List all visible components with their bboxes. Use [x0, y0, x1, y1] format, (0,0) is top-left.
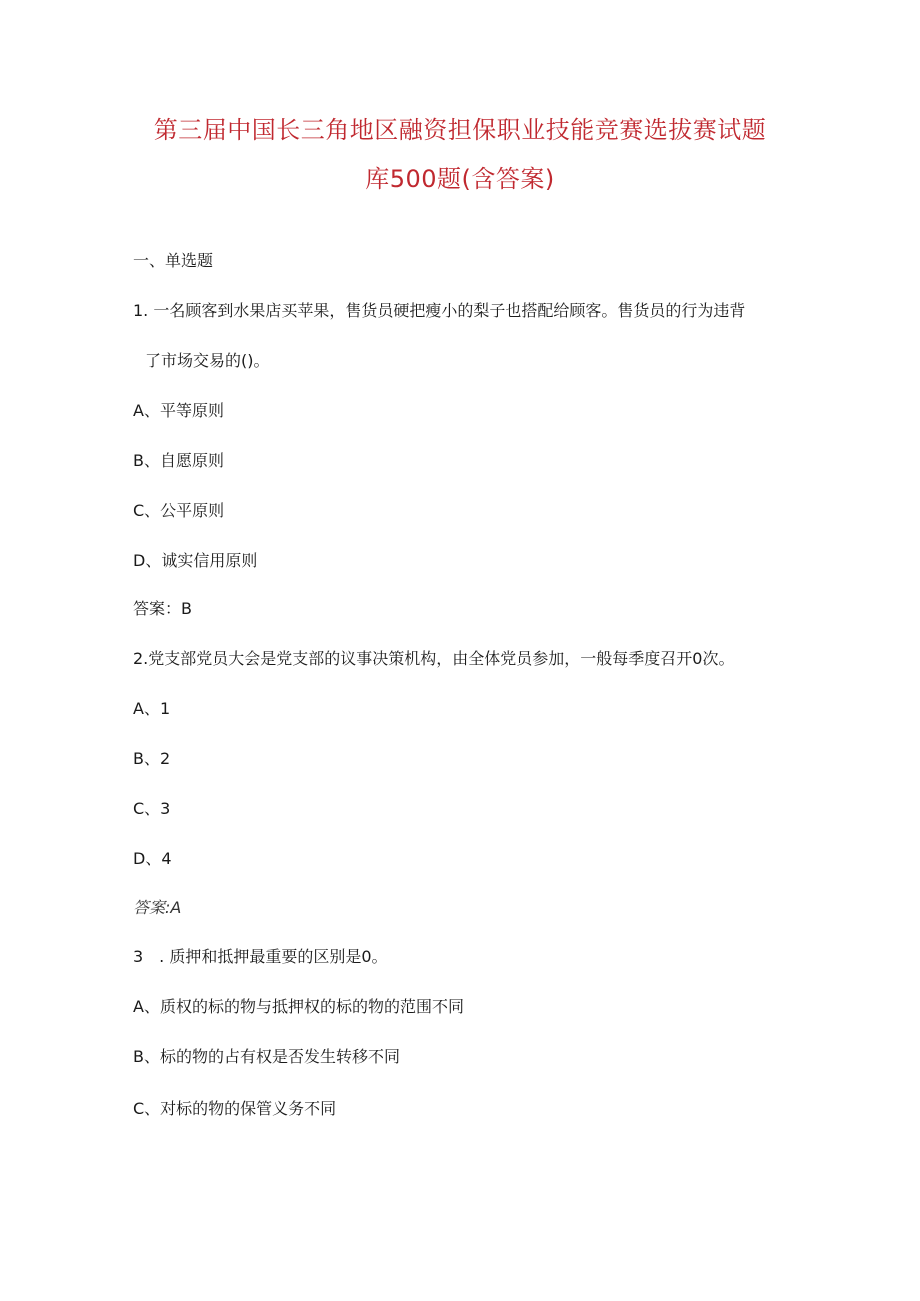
question-1-option-c: C、公平原则	[133, 501, 225, 520]
question-1-option-a: A、平等原则	[133, 401, 224, 420]
question-3-option-b: B、标的物的占有权是否发生转移不同	[133, 1047, 400, 1066]
question-1-stem-line-1: 1. 一名顾客到水果店买苹果，售货员硬把瘦小的梨子也搭配给顾客。售货员的行为违背	[133, 301, 746, 320]
question-3-option-c: C、对标的物的保管义务不同	[133, 1099, 337, 1118]
question-2-stem: 2.党支部党员大会是党支部的议事决策机构，由全体党员参加，一般每季度召开0次。	[133, 649, 735, 668]
question-3-stem: 3 . 质押和抵押最重要的区别是0。	[133, 947, 388, 966]
section-heading: 一、单选题	[133, 251, 214, 270]
question-2-option-b: B、2	[133, 749, 171, 768]
question-1-answer: 答案：B	[133, 599, 192, 618]
question-2-option-d: D、4	[133, 849, 172, 868]
document-title-line-2: 库500题(含答案)	[365, 165, 555, 193]
question-1-stem-line-2: 了市场交易的()。	[145, 351, 270, 370]
question-3-option-a: A、质权的标的物与抵押权的标的物的范围不同	[133, 997, 464, 1016]
question-1-option-b: B、自愿原则	[133, 451, 224, 470]
question-2-answer: 答案:A	[133, 898, 182, 917]
question-1-option-d: D、诚实信用原则	[133, 551, 258, 570]
question-2-option-a: A、1	[133, 699, 171, 718]
document-title-line-1: 第三届中国长三角地区融资担保职业技能竞赛选拔赛试题	[153, 116, 767, 144]
question-2-option-c: C、3	[133, 799, 171, 818]
